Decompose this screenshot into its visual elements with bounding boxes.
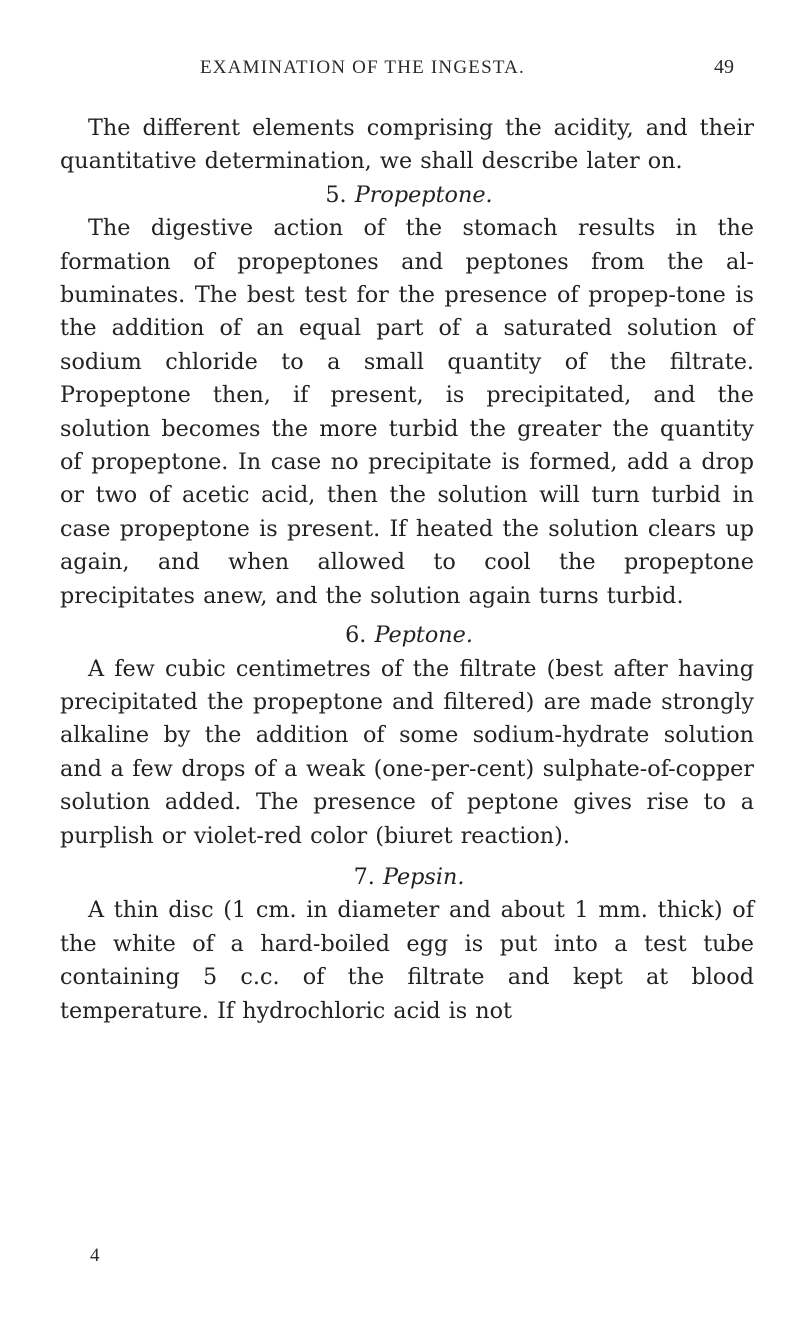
section-title: Peptone. [374, 622, 473, 649]
section-number: 5. [325, 181, 347, 208]
intro-paragraph: The different elements comprising the acidity, and their quantitative determination, we shall describe later on. [60, 115, 754, 175]
signature-mark: 4 [90, 1245, 100, 1266]
section-number: 7. [353, 863, 375, 890]
page-number: 49 [714, 56, 734, 78]
peptone-paragraph: A few cubic centimetres of the filtrate (best after having precipitated the propeptone and filtered) are made strongly alkaline by the addition of some sodium-hydrate solution and a few drops of a weak (one-per-cent) sulphate-of-copper solution added. The presence of peptone gives rise to a purplish or violet-red color (biuret reaction). [60, 655, 754, 849]
section-title: Pepsin. [382, 863, 465, 890]
propeptone-paragraph: The digestive action of the stomach results in the formation of propeptones and peptones from the al-buminates. The best test for the presence of propep-tone is the addition of an equal part of a saturated solution of sodium chloride to a small quantity of the filtrate. Propeptone then, if present, is precipitated, and the solution becomes the more turbid the greater the quantity of propeptone. In case no precipitate is formed, add a drop or two of acetic acid, then the solution will turn turbid in case propeptone is present. If heated the solution clears up again, and when allowed to cool the propeptone precipitates anew, and the solution again turns turbid. [60, 215, 754, 609]
section-heading-peptone [60, 619, 754, 652]
body-text [60, 112, 754, 1028]
pepsin-paragraph: A thin disc (1 cm. in diameter and about 1 mm. thick) of the white of a hard-boiled egg is put into a test tube containing 5 c.c. of the filtrate and kept at blood temperature. If hydrochloric acid is not [60, 897, 754, 1024]
running-head: EXAMINATION OF THE INGESTA. [200, 57, 526, 78]
section-heading-propeptone [60, 179, 754, 212]
section-title: Propeptone. [354, 181, 493, 208]
section-heading-pepsin [60, 861, 754, 894]
section-number: 6. [345, 622, 367, 649]
